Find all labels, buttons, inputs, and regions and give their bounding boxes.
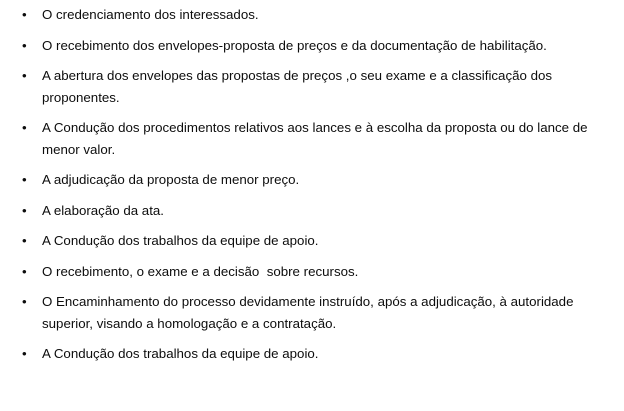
list-item	[14, 230, 614, 252]
list-item-text: A Condução dos trabalhos da equipe de apoio.	[42, 346, 319, 362]
list-item-text: A abertura dos envelopes das propostas de preços ,o seu exame e a classificação dos proponentes.	[42, 68, 556, 105]
list-item-text: A elaboração da ata.	[42, 202, 164, 218]
list-item-text: O Encaminhamento do processo devidamente instruído, após a adjudicação, à autoridade superior, visando a homologação e a contratação.	[42, 294, 578, 331]
bullet-icon: •	[22, 120, 27, 136]
list-item-text: O credenciamento dos interessados.	[42, 7, 259, 22]
list-item-text: A Condução dos trabalhos da equipe de apoio.	[42, 233, 319, 249]
bullet-icon: •	[22, 37, 27, 53]
bullet-icon: •	[22, 346, 27, 362]
list-item	[14, 117, 614, 160]
list-item	[14, 200, 614, 222]
list-item	[14, 4, 614, 26]
list-item	[14, 169, 614, 191]
bullet-icon: •	[22, 172, 27, 188]
bullet-list	[14, 4, 614, 365]
list-item	[14, 65, 614, 108]
bullet-icon: •	[22, 294, 27, 310]
list-item-text: O recebimento dos envelopes-proposta de preços e da documentação de habilitação.	[42, 37, 547, 53]
bullet-icon: •	[22, 68, 27, 84]
bullet-icon: •	[22, 263, 27, 279]
bullet-icon: •	[22, 7, 27, 22]
bullet-icon: •	[22, 202, 27, 218]
list-item-text: O recebimento, o exame e a decisão sobre recursos.	[42, 263, 359, 279]
list-item-text: A adjudicação da proposta de menor preço.	[42, 172, 300, 188]
list-item-text: A Condução dos procedimentos relativos aos lances e à escolha da proposta ou do lance de menor valor.	[42, 120, 592, 157]
list-item	[14, 261, 614, 283]
list-item	[14, 343, 614, 365]
list-item	[14, 291, 614, 334]
bullet-icon: •	[22, 233, 27, 249]
list-item	[14, 35, 614, 57]
